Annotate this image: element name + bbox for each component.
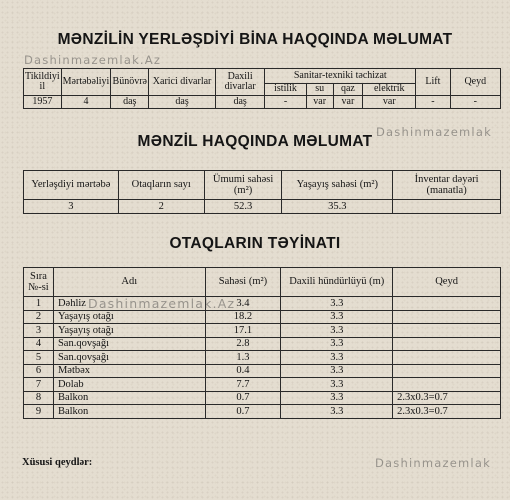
gas-header: qaz — [333, 84, 363, 96]
room-name: San.qovşağı — [53, 337, 205, 351]
building-info-table — [23, 68, 501, 109]
room-row — [24, 364, 501, 378]
inner-walls-value: daş — [215, 96, 264, 109]
sanitary-header: Sanitar-texniki təchizat — [265, 69, 416, 84]
room-name-header: Adı — [53, 268, 205, 297]
room-area: 0.7 — [205, 391, 281, 405]
room-number: 4 — [24, 337, 54, 351]
special-notes-label: Xüsusi qeydlər: — [22, 457, 93, 468]
watermark: Dashinmazemlak.Az — [88, 296, 236, 311]
foundation-header: Bünövrə — [111, 69, 149, 96]
lift-value: - — [416, 96, 450, 109]
room-note: 2.3x0.3=0.7 — [393, 405, 501, 419]
room-number: 9 — [24, 405, 54, 419]
room-note — [393, 378, 501, 392]
total-area-value: 52.3 — [204, 200, 282, 214]
room-area: 18.2 — [205, 310, 281, 324]
floor-count-value: 4 — [61, 96, 111, 109]
watermark: Dashinmazemlak.Az — [24, 53, 162, 67]
row-number-header: Sıra №-si — [24, 268, 54, 297]
water-value: var — [306, 96, 333, 109]
room-area: 0.7 — [205, 405, 281, 419]
rooms-purpose-title: OTAQLARIN TƏYİNATI — [169, 235, 341, 252]
watermark: Dashinmazemlak — [376, 125, 492, 139]
room-name: Dəhliz — [53, 297, 205, 311]
room-count-header: Otaqların sayı — [118, 171, 204, 200]
room-area: 0.4 — [205, 364, 281, 378]
room-height: 3.3 — [281, 364, 393, 378]
living-area-header: Yaşayış sahəsi (m²) — [282, 171, 393, 200]
room-name: San.qovşağı — [53, 351, 205, 365]
room-note — [393, 297, 501, 311]
room-number: 2 — [24, 310, 54, 324]
room-note — [393, 324, 501, 338]
watermark: Dashinmazemlak — [375, 456, 491, 470]
room-row — [24, 351, 501, 365]
room-note — [393, 351, 501, 365]
room-note-header: Qeyd — [393, 268, 501, 297]
room-area: 2.8 — [205, 337, 281, 351]
room-height: 3.3 — [281, 310, 393, 324]
room-note — [393, 310, 501, 324]
building-note-header: Qeyd — [450, 69, 500, 96]
inventory-value — [393, 200, 501, 214]
electric-header: elektrik — [363, 84, 416, 96]
rooms-table-body — [24, 297, 501, 419]
building-note-value: - — [450, 96, 500, 109]
heating-value: - — [265, 96, 306, 109]
room-row — [24, 310, 501, 324]
room-name: Mətbəx — [53, 364, 205, 378]
outer-walls-header: Xarici divarlar — [149, 69, 216, 96]
room-number: 7 — [24, 378, 54, 392]
room-height: 3.3 — [281, 337, 393, 351]
room-number: 3 — [24, 324, 54, 338]
year-built-value: 1957 — [24, 96, 62, 109]
lift-header: Lift — [416, 69, 450, 96]
ceiling-height-header: Daxili hündürlüyü (m) — [281, 268, 393, 297]
living-area-value: 35.3 — [282, 200, 393, 214]
inventory-value-header: İnventar dəyəri (manatla) — [393, 171, 501, 200]
floor-located-header: Yerləşdiyi mərtəbə — [24, 171, 119, 200]
room-area: 7.7 — [205, 378, 281, 392]
room-name: Balkon — [53, 391, 205, 405]
heating-header: istilik — [265, 84, 306, 96]
room-row — [24, 378, 501, 392]
room-count-value: 2 — [118, 200, 204, 214]
room-note: 2.3x0.3=0.7 — [393, 391, 501, 405]
outer-walls-value: daş — [149, 96, 216, 109]
apartment-info-title: MƏNZİL HAQQINDA MƏLUMAT — [137, 133, 373, 150]
room-number: 5 — [24, 351, 54, 365]
room-row — [24, 405, 501, 419]
room-height: 3.3 — [281, 405, 393, 419]
gas-value: var — [333, 96, 363, 109]
total-area-header: Ümumi sahəsi (m²) — [204, 171, 282, 200]
water-header: su — [306, 84, 333, 96]
room-area: 17.1 — [205, 324, 281, 338]
room-row — [24, 324, 501, 338]
room-number: 1 — [24, 297, 54, 311]
room-number: 6 — [24, 364, 54, 378]
room-name: Yaşayış otağı — [53, 324, 205, 338]
room-name: Yaşayış otağı — [53, 310, 205, 324]
year-built-header: Tikildiyi il — [24, 69, 62, 96]
room-height: 3.3 — [281, 324, 393, 338]
room-row — [24, 391, 501, 405]
room-area: 1.3 — [205, 351, 281, 365]
room-height: 3.3 — [281, 351, 393, 365]
building-info-title: MƏNZİLİN YERLƏŞDİYİ BİNA HAQQINDA MƏLUMAT — [57, 31, 453, 48]
room-note — [393, 364, 501, 378]
foundation-value: daş — [111, 96, 149, 109]
inner-walls-header: Daxili divarlar — [215, 69, 264, 96]
room-row — [24, 337, 501, 351]
floor-count-header: Mərtəbəliyi — [61, 69, 111, 96]
room-area-header: Sahəsi (m²) — [205, 268, 281, 297]
apartment-info-table — [23, 170, 501, 214]
room-name: Dolab — [53, 378, 205, 392]
room-note — [393, 337, 501, 351]
rooms-table — [23, 267, 501, 419]
electric-value: var — [363, 96, 416, 109]
room-height: 3.3 — [281, 297, 393, 311]
room-height: 3.3 — [281, 391, 393, 405]
room-height: 3.3 — [281, 378, 393, 392]
room-number: 8 — [24, 391, 54, 405]
room-name: Balkon — [53, 405, 205, 419]
room-area: 3.4 — [205, 297, 281, 311]
floor-located-value: 3 — [24, 200, 119, 214]
